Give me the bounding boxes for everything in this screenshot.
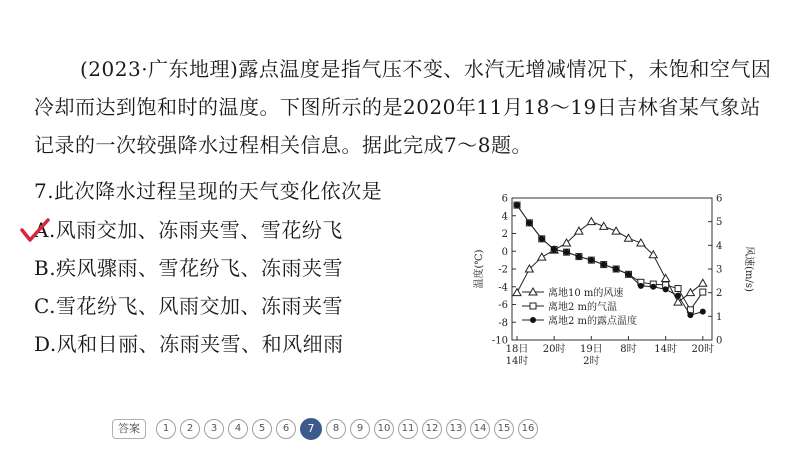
wind-speed-point <box>538 253 546 260</box>
page-button-3[interactable]: 3 <box>204 419 224 439</box>
option-c[interactable] <box>34 287 344 325</box>
page-navigation <box>112 418 538 440</box>
dew-point-point <box>576 254 582 260</box>
air-temp-point <box>675 286 681 292</box>
option-b-label: B.疾风骤雨、雪花纷飞、冻雨夹雪 <box>34 256 344 280</box>
page-button-11[interactable]: 11 <box>398 419 418 439</box>
left-tick-label: -2 <box>498 264 508 276</box>
legend-dot-marker <box>530 317 536 323</box>
page-button-4[interactable]: 4 <box>228 419 248 439</box>
page-number-list <box>156 418 538 440</box>
weather-chart <box>462 180 792 380</box>
left-tick-label: 6 <box>501 193 508 205</box>
x-tick-label: 8时 <box>620 344 637 355</box>
dew-point-point <box>625 271 631 277</box>
check-mark-icon <box>20 218 50 244</box>
wind-speed-point <box>600 222 608 229</box>
dew-point-point <box>514 202 520 208</box>
dew-point-point <box>588 257 594 263</box>
dew-point-point <box>663 286 669 292</box>
page-button-6[interactable]: 6 <box>276 419 296 439</box>
left-axis-title: 温度(℃) <box>474 249 485 289</box>
air-temp-point <box>700 289 706 295</box>
wind-speed-point <box>699 279 707 286</box>
dew-point-point <box>551 246 557 252</box>
wind-speed-point <box>612 227 620 234</box>
wind-speed-point <box>587 218 595 225</box>
dew-point-point <box>613 266 619 272</box>
options-list <box>34 211 344 363</box>
left-tick-label: 0 <box>501 246 508 258</box>
right-tick-label: 0 <box>716 335 723 347</box>
x-tick-sublabel: 14时 <box>505 356 529 367</box>
question-passage: (2023·广东地理)露点温度是指气压不变、水汽无增减情况下，未饱和空气因冷却而达到饱和时的温度。下图所示的是2020年11月18～19日吉林省某气象站记录的一次较强降水过程相关信息。据此完成7～8题。 <box>34 57 772 157</box>
left-tick-label: -10 <box>491 335 508 347</box>
dew-point-point <box>700 309 706 315</box>
left-tick-label: 2 <box>501 229 508 240</box>
left-tick-label: -6 <box>498 300 508 311</box>
x-tick-label: 18日 <box>505 344 529 355</box>
right-tick-label: 6 <box>716 193 723 205</box>
dew-point-point <box>564 249 570 255</box>
page-button-12[interactable]: 12 <box>422 419 442 439</box>
wind-speed-point <box>513 289 521 296</box>
page-button-15[interactable]: 15 <box>494 419 514 439</box>
x-tick-label: 14时 <box>654 344 678 355</box>
right-tick-label: 5 <box>716 217 723 229</box>
dew-point-point <box>539 236 545 242</box>
option-c-label: C.雪花纷飞、风雨交加、冻雨夹雪 <box>34 294 343 318</box>
option-d[interactable] <box>34 325 344 363</box>
page-button-9[interactable]: 9 <box>350 419 370 439</box>
page-button-1[interactable]: 1 <box>156 419 176 439</box>
right-tick-label: 1 <box>716 311 723 323</box>
dew-point-point <box>526 220 532 226</box>
x-tick-label: 20时 <box>542 344 566 355</box>
right-tick-label: 3 <box>716 264 723 276</box>
option-d-label: D.风和日丽、冻雨夹雪、和风细雨 <box>34 332 344 356</box>
left-tick-label: -4 <box>498 282 508 294</box>
wind-speed-point <box>575 227 583 234</box>
page-button-14[interactable]: 14 <box>470 419 490 439</box>
page-button-16[interactable]: 16 <box>518 419 538 439</box>
right-tick-label: 2 <box>716 288 723 300</box>
option-b[interactable] <box>34 249 344 287</box>
page-button-5[interactable]: 5 <box>252 419 272 439</box>
legend-label-1: 离地2 m的气温 <box>548 302 618 313</box>
legend-square-marker <box>530 303 536 309</box>
wind-speed-point <box>662 274 670 281</box>
x-tick-label: 20时 <box>691 344 715 355</box>
dew-point-point <box>675 293 681 299</box>
right-tick-label: 4 <box>716 240 723 252</box>
page-button-10[interactable]: 10 <box>374 419 394 439</box>
left-tick-label: -8 <box>498 317 508 329</box>
dew-point-point <box>638 283 644 289</box>
x-tick-sublabel: 2时 <box>583 356 600 367</box>
left-tick-label: 4 <box>501 211 508 223</box>
dew-point-point <box>601 262 607 268</box>
wind-speed-point <box>624 234 632 241</box>
x-tick-label: 19日 <box>579 344 603 355</box>
legend-label-0: 离地10 m的风速 <box>548 288 624 299</box>
page-button-2[interactable]: 2 <box>180 419 200 439</box>
page-button-13[interactable]: 13 <box>446 419 466 439</box>
right-axis-title: 风速(m/s) <box>743 246 754 292</box>
page-button-7[interactable]: 7 <box>300 418 322 440</box>
wind-speed-point <box>686 289 694 296</box>
dew-point-point <box>650 284 656 290</box>
weather-chart-svg <box>462 180 792 380</box>
page-button-8[interactable]: 8 <box>326 419 346 439</box>
answer-button[interactable]: 答案 <box>112 419 146 439</box>
question-stem: 7.此次降水过程呈现的天气变化依次是 <box>34 179 383 203</box>
dew-point-point <box>687 312 693 318</box>
legend-label-2: 离地2 m的露点温度 <box>548 316 638 327</box>
option-a-label: A.风雨交加、冻雨夹雪、雪花纷飞 <box>34 218 343 242</box>
wind-speed-point <box>637 239 645 246</box>
option-a[interactable] <box>34 211 344 249</box>
